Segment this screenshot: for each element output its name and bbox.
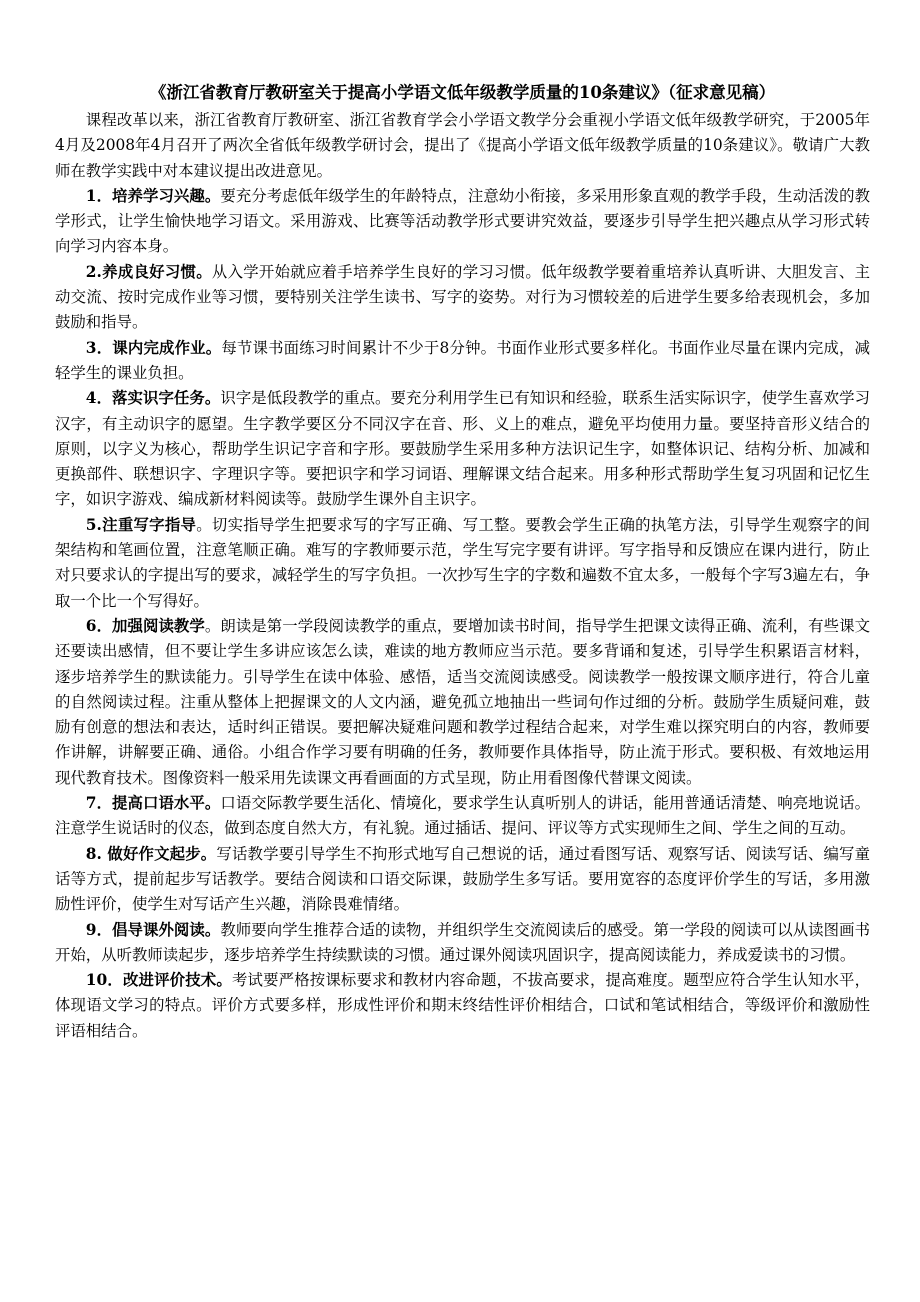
suggestion-2-heading: 2.养成良好习惯。 [85, 262, 212, 281]
suggestion-8 [55, 842, 870, 918]
suggestion-5-body: 。切实指导学生把要求写的字写正确、写工整。要教会学生正确的执笔方法，引导学生观察字的间架结构和笔画位置，注意笔顺正确。难写的字教师要示范，学生写完字要有讲评。写字指导和反馈应在课内进行，防止对只要求认的字提出写的要求，减轻学生的写字负担。一次抄写生字的字数和遍数不宜太多，一般每个字写3遍左右，争取一个比一个写得好。 [55, 515, 870, 610]
suggestion-9-body: 教师要向学生推荐合适的读物，并组织学生交流阅读后的感受。第一学段的阅读可以从读图画书开始，从听教师读起步，逐步培养学生持续默读的习惯。通过课外阅读巩固识字，提高阅读能力，养成爱读书的习惯。 [55, 920, 870, 964]
suggestion-3-body: 每节课书面练习时间累计不少于8分钟。书面作业形式要多样化。书面作业尽量在课内完成，减轻学生的课业负担。 [55, 338, 870, 382]
intro-paragraph: 课程改革以来，浙江省教育厅教研室、浙江省教育学会小学语文教学分会重视小学语文低年级教学研究，于2005年4月及2008年4月召开了两次全省低年级教学研讨会，提出了《提高小学语文低年级教学质量的10条建议》。敬请广大教师在教学实践中对本建议提出改进意见。 [55, 111, 870, 180]
suggestion-1 [55, 184, 870, 260]
suggestion-7 [55, 791, 870, 842]
suggestion-4 [55, 386, 870, 512]
suggestion-9 [55, 918, 870, 969]
suggestion-6-heading: 6．加强阅读教学 [85, 616, 205, 635]
document-title: 《浙江省教育厅教研室关于提高小学语文低年级教学质量的10条建议》（征求意见稿） [149, 83, 776, 102]
suggestion-10-body: 考试要严格按课标要求和教材内容命题，不拔高要求，提高难度。题型应符合学生认知水平，体现语文学习的特点。评价方式要多样，形成性评价和期末终结性评价相结合，口试和笔试相结合，等级评价和激励性评语相结合。 [55, 971, 870, 1040]
suggestion-2 [55, 260, 870, 336]
suggestion-6 [55, 614, 870, 791]
suggestion-3 [55, 336, 870, 387]
suggestion-2-body: 从入学开始就应着手培养学生良好的学习习惯。低年级教学要着重培养认真听讲、大胆发言、主动交流、按时完成作业等习惯，要特别关注学生读书、写字的姿势。对行为习惯较差的后进学生要多给表现机会，多加鼓励和指导。 [55, 262, 870, 332]
suggestion-3-heading: 3．课内完成作业。 [85, 338, 222, 357]
suggestion-5 [55, 513, 870, 614]
suggestion-10 [55, 968, 870, 1044]
suggestion-7-body: 口语交际教学要生活化、情境化，要求学生认真听别人的讲话，能用普通话清楚、响亮地说话。注意学生说话时的仪态，做到态度自然大方，有礼貌。通过插话、提问、评议等方式实现师生之间、学生之间的互动。 [55, 794, 870, 838]
suggestion-10-heading: 10．改进评价技术。 [85, 971, 232, 990]
suggestion-4-body: 识字是低段教学的重点。要充分利用学生已有知识和经验，联系生活实际识字，使学生喜欢学习汉字，有主动识字的愿望。生字教学要区分不同汉字在音、形、义上的难点，避免平均使用力量。要坚持音形义结合的原则，以字义为核心，帮助学生识记字音和字形。要鼓励学生采用多种方法识记生字，如整体识记、结构分析、加减和更换部件、联想识字、字理识字等。要把识字和学习词语、理解课文结合起来。用多种形式帮助学生复习巩固和记忆生字，如识字游戏、编成新材料阅读等。鼓励学生课外自主识字。 [55, 389, 870, 509]
suggestion-5-heading: 5.注重写字指导 [85, 515, 197, 534]
suggestion-1-body: 要充分考虑低年级学生的年龄特点，注意幼小衔接，多采用形象直观的教学手段，生动活泼的教学形式，让学生愉快地学习语文。采用游戏、比赛等活动教学形式要讲究效益，要逐步引导学生把兴趣点从学习形式转向学习内容本身。 [55, 186, 870, 256]
suggestion-6-body: 。朗读是第一学段阅读教学的重点，要增加读书时间，指导学生把课文读得正确、流利，有些课文还要读出感情，但不要让学生多讲应该怎么读，难读的地方教师应当示范。要多背诵和复述，引导学生积累语言材料，逐步培养学生的默读能力。引导学生在读中体验、感悟，适当交流阅读感受。阅读教学一般按课文顺序进行，符合儿童的自然阅读过程。注重从整体上把握课文的人文内涵，避免孤立地抽出一些词句作过细的分析。鼓励学生质疑问难，鼓励有创意的想法和表达，适时纠正错误。要把解决疑难问题和教学过程结合起来，对学生难以探究明白的内容，教师要作讲解，讲解要正确、通俗。小组合作学习要有明确的任务，教师要作具体指导，防止流于形式。要积极、有效地运用现代教育技术。图像资料一般采用先读课文再看画面的方式呈现，防止用看图像代替课文阅读。 [55, 616, 870, 787]
suggestion-4-heading: 4．落实识字任务。 [85, 389, 221, 408]
suggestion-7-heading: 7．提高口语水平。 [85, 794, 221, 813]
suggestion-9-heading: 9．倡导课外阅读。 [85, 920, 221, 939]
suggestion-8-heading: 8. 做好作文起步。 [85, 844, 217, 863]
suggestion-1-heading: 1．培养学习兴趣。 [85, 186, 221, 205]
suggestion-8-body: 写话教学要引导学生不拘形式地写自己想说的话，通过看图写话、观察写话、阅读写话、编写童话等方式，提前起步写话教学。要结合阅读和口语交际课，鼓励学生多写话。要用宽容的态度评价学生的写话，多用激励性评价，使学生对写话产生兴趣，消除畏难情绪。 [55, 844, 870, 914]
